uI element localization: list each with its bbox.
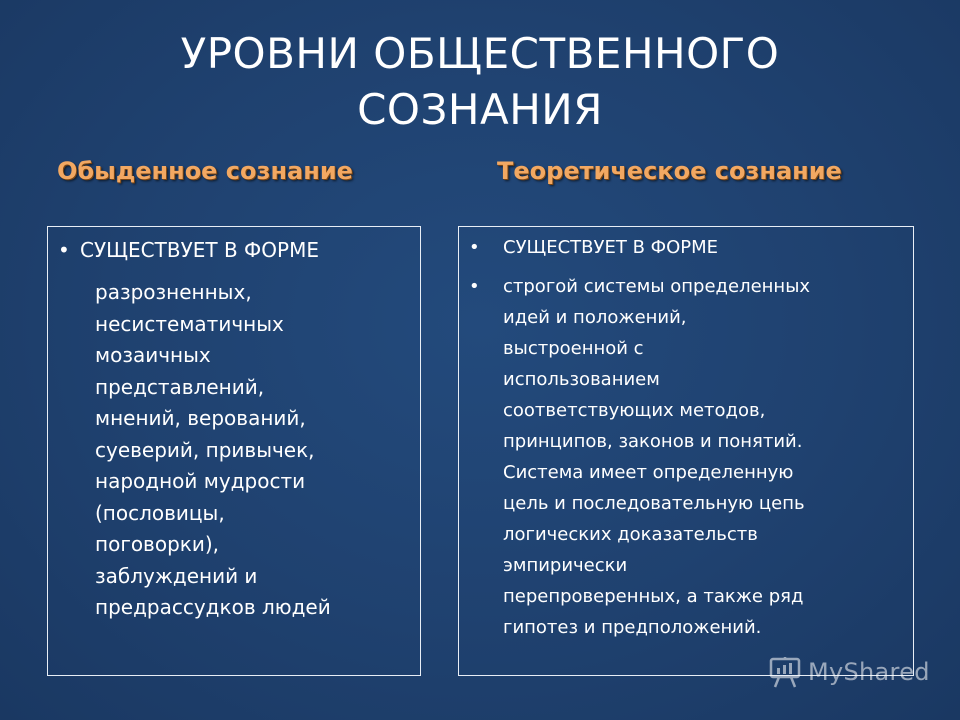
left-content-box: [47, 226, 421, 676]
slide-title: [0, 26, 960, 138]
right-bullet-1-text: СУЩЕСТВУЕТ В ФОРМЕ: [503, 237, 719, 258]
left-column-heading: Обыденное сознание: [57, 157, 353, 185]
right-bullet-item-2: [469, 271, 909, 643]
right-content-box: [458, 226, 914, 676]
bullet-marker: •: [58, 238, 70, 262]
bullet-marker: •: [469, 276, 480, 297]
myshared-watermark: [768, 655, 930, 689]
slide-title-line-1: УРОВНИ ОБЩЕСТВЕННОГО: [180, 29, 780, 78]
left-bullet-text: СУЩЕСТВУЕТ В ФОРМЕ: [80, 238, 319, 262]
right-bullet-2-text: строгой системы определенных идей и положений, выстроенной с использованием соответствующих методов, принципов, законов и понятий. Система имеет определенную цель и последовательную цепь логических доказательств эмпирически перепроверенных, а также ряд гипотез и предположений.: [503, 276, 811, 638]
presentation-board-icon: [768, 655, 802, 689]
right-bullet-item-1: [469, 233, 718, 263]
bullet-marker: •: [469, 237, 480, 258]
watermark-label: MyShared: [808, 658, 930, 686]
left-bullet-item: [58, 234, 319, 266]
left-body-text: разрозненных, несистематичных мозаичных представлений, мнений, верований, суеверий, привычек, народной мудрости (пословицы, поговорки), заблуждений и предрассудков людей: [95, 280, 331, 619]
right-column-heading: Теоретическое сознание: [497, 157, 842, 185]
slide-title-line-2: СОЗНАНИЯ: [357, 85, 603, 134]
